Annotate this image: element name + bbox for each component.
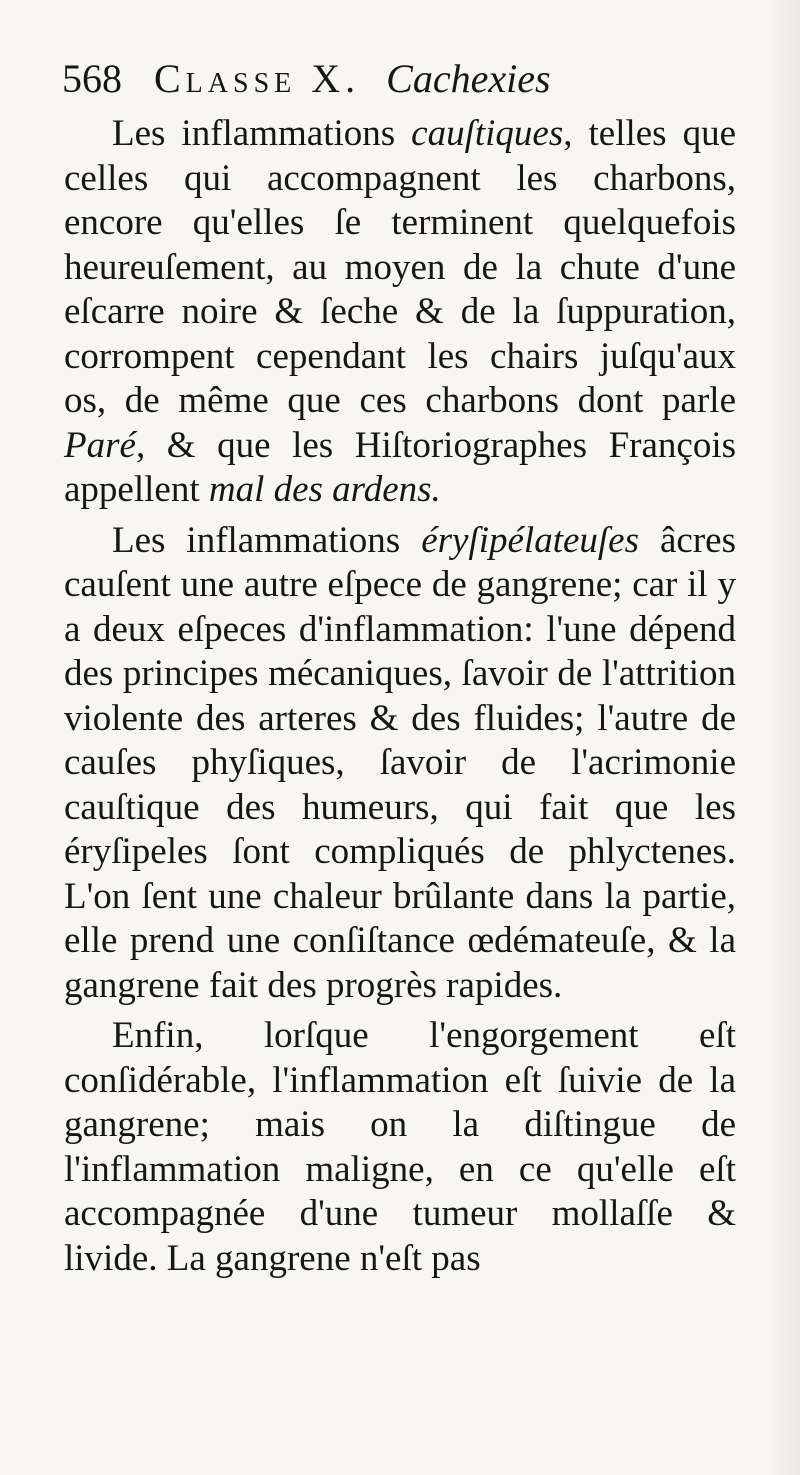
paragraph (64, 519, 736, 1009)
paragraph (64, 1014, 736, 1281)
italic-term: mal des ardens. (208, 469, 441, 510)
body-text (64, 112, 736, 1281)
italic-term: cauſtiques (411, 113, 564, 154)
running-header (62, 52, 742, 106)
text-segment: , telles que celles qui accompagnent les charbons, encore qu'elles ſe terminent quelquefois heureuſement, au moyen de la chute d'une eſcarre noire & ſeche & de la ſuppuration, corrompent cependant les chairs juſqu'aux os, de même que ces charbons dont parle (64, 113, 736, 421)
paragraph (64, 112, 736, 513)
text-segment: Les inflammations (112, 113, 412, 154)
page-edge-shadow (766, 0, 800, 1475)
text-segment: Les inflammations (112, 519, 422, 561)
text-segment: , & que les Hiſtoriographes François appellent (64, 424, 736, 510)
italic-term: éryſipélateuſes (421, 519, 639, 561)
running-title: Cachexies (386, 56, 551, 101)
page-number: 568 (62, 56, 122, 101)
italic-term: Paré (64, 424, 136, 466)
text-segment: Enfin, lorſque l'engorgement eſt conſidérable, l'inflammation eſt ſuivie de la gangrene; mais on la diſtingue de l'inflammation maligne, en ce qu'elle eſt accompagnée d'une tumeur mollaſſe & livide. La gangrene n'eſt pas (64, 1015, 736, 1279)
text-segment: âcres cauſent une autre eſpece de gangrene; car il y a deux eſpeces d'inflammation: l'une dépend des principes mécaniques, ſavoir de l'attrition violente des arteres & des fluides; l'autre de cauſes phyſiques, ſavoir de l'acrimonie cauſtique des humeurs, qui fait que les éryſipeles ſont compliqués de phlyctenes. L'on ſent une chaleur brûlante dans la partie, elle prend une conſiſtance œdémateuſe, & la gangrene fait des progrès rapides. (64, 519, 736, 1006)
class-label: Classe X. (154, 56, 361, 101)
